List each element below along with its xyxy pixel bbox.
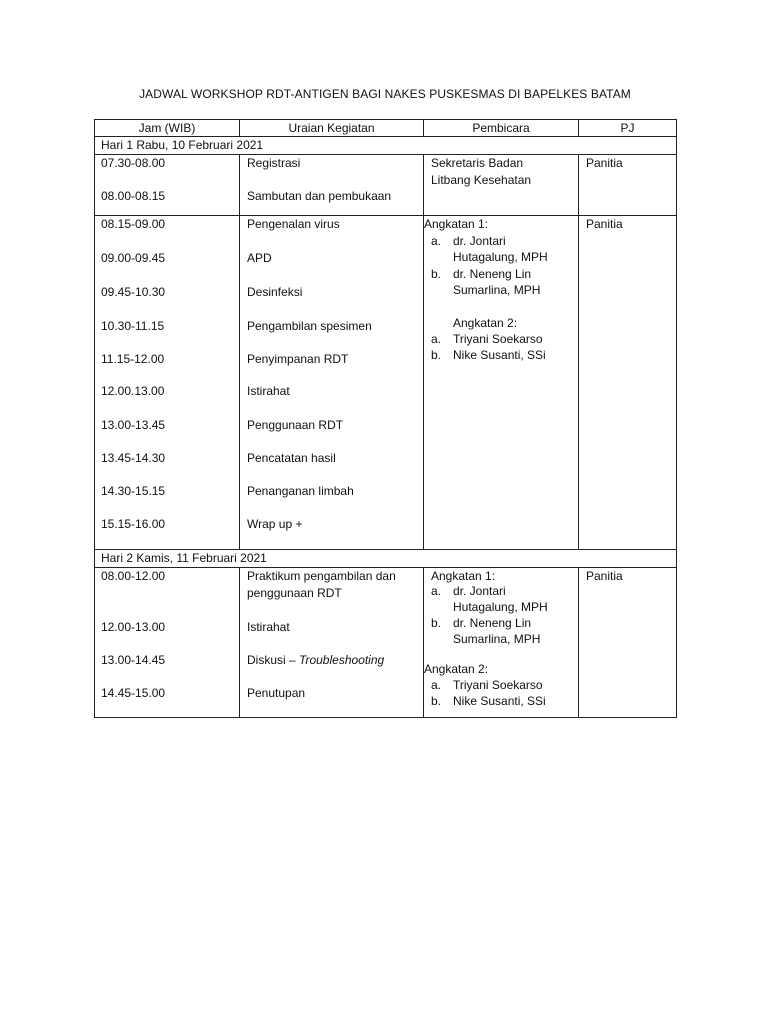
- day1-block2-pj: [579, 216, 677, 550]
- day1-block2-activities: [240, 216, 424, 550]
- list-marker: a.: [431, 678, 442, 692]
- day2-speakers: [424, 568, 579, 718]
- activity: Penggunaan RDT: [247, 418, 344, 432]
- header-row: [95, 120, 677, 137]
- list-marker: b.: [431, 694, 442, 708]
- time: 10.30-11.15: [101, 319, 165, 333]
- speaker-name: dr. Jontari: [453, 234, 506, 248]
- time: 14.45-15.00: [101, 686, 166, 700]
- pj-text: Panitia: [586, 156, 623, 170]
- time: 13.00-14.45: [101, 653, 166, 667]
- activity: Wrap up +: [247, 517, 303, 531]
- speaker-line: Litbang Kesehatan: [431, 173, 532, 187]
- activity: Istirahat: [247, 620, 290, 634]
- day2-row: [95, 550, 677, 568]
- day2-pj: [579, 568, 677, 718]
- header-pj: PJ: [579, 120, 677, 137]
- pj-text: Panitia: [586, 569, 623, 583]
- activity: Registrasi: [247, 156, 301, 170]
- speaker-name: Sumarlina, MPH: [453, 632, 541, 646]
- group-label: Angkatan 1:: [431, 569, 496, 583]
- day2-activities: [240, 568, 424, 718]
- header-uraian: Uraian Kegiatan: [240, 120, 424, 137]
- list-marker: b.: [431, 616, 442, 630]
- day1-block1-activities: [240, 155, 424, 216]
- activity: Istirahat: [247, 384, 290, 398]
- activity: Pengambilan spesimen: [247, 319, 372, 333]
- speaker-name: Nike Susanti, SSi: [453, 348, 546, 362]
- document-title: JADWAL WORKSHOP RDT-ANTIGEN BAGI NAKES PUSKESMAS DI BAPELKES BATAM: [139, 87, 631, 101]
- day2-block-row: [95, 568, 677, 718]
- day1-block1-speaker: [424, 155, 579, 216]
- day1-block2-speakers: [424, 216, 579, 550]
- list-marker: a.: [431, 332, 442, 346]
- speaker-line: Sekretaris Badan: [431, 156, 524, 170]
- time: 07.30-08.00: [101, 156, 166, 170]
- activity: APD: [247, 251, 272, 265]
- speaker-name: Sumarlina, MPH: [453, 283, 541, 297]
- activity: Praktikum pengambilan dan: [247, 569, 396, 583]
- group-label: Angkatan 2:: [424, 662, 489, 676]
- day1-block1-pj: [579, 155, 677, 216]
- schedule-table: [94, 119, 677, 718]
- day1-row: [95, 137, 677, 155]
- list-marker: a.: [431, 584, 442, 598]
- list-marker: b.: [431, 267, 442, 281]
- day1-block1-times: [95, 155, 240, 216]
- time: 15.15-16.00: [101, 517, 166, 531]
- time: 13.00-13.45: [101, 418, 166, 432]
- time: 12.00.13.00: [101, 384, 165, 398]
- day2-label: Hari 2 Kamis, 11 Februari 2021: [95, 550, 677, 568]
- activity-italic: Troubleshooting: [299, 653, 385, 667]
- speaker-name: Hutagalung, MPH: [453, 250, 548, 264]
- time: 08.00-12.00: [101, 569, 166, 583]
- speaker-name: Hutagalung, MPH: [453, 600, 548, 614]
- list-marker: a.: [431, 234, 442, 248]
- group-label: Angkatan 2:: [453, 316, 518, 330]
- activity: Penanganan limbah: [247, 484, 354, 498]
- group-label: Angkatan 1:: [424, 217, 489, 231]
- speaker-name: Triyani Soekarso: [453, 332, 543, 346]
- time: 13.45-14.30: [101, 451, 166, 465]
- day2-times: [95, 568, 240, 718]
- day1-label: Hari 1 Rabu, 10 Februari 2021: [95, 137, 677, 155]
- activity: Sambutan dan pembukaan: [247, 189, 392, 203]
- list-marker: b.: [431, 348, 442, 362]
- activity: penggunaan RDT: [247, 586, 342, 600]
- time: 09.45-10.30: [101, 285, 166, 299]
- header-pembicara: Pembicara: [424, 120, 579, 137]
- activity-prefix: Diskusi –: [247, 653, 300, 667]
- activity: Penyimpanan RDT: [247, 352, 349, 366]
- speaker-name: dr. Neneng Lin: [453, 616, 532, 630]
- activity: Desinfeksi: [247, 285, 303, 299]
- time: 08.00-08.15: [101, 189, 166, 203]
- day1-block1-row: [95, 155, 677, 216]
- activity: Pengenalan virus: [247, 217, 340, 231]
- time: 12.00-13.00: [101, 620, 166, 634]
- pj-text: Panitia: [586, 217, 623, 231]
- activity: [247, 652, 384, 668]
- speaker-name: dr. Neneng Lin: [453, 267, 532, 281]
- day1-block2-times: [95, 216, 240, 550]
- time: 14.30-15.15: [101, 484, 166, 498]
- speaker-name: Triyani Soekarso: [453, 678, 543, 692]
- activity: Pencatatan hasil: [247, 451, 336, 465]
- header-jam: Jam (WIB): [95, 120, 240, 137]
- activity: Penutupan: [247, 686, 306, 700]
- speaker-name: dr. Jontari: [453, 584, 506, 598]
- speaker-name: Nike Susanti, SSi: [453, 694, 546, 708]
- time: 08.15-09.00: [101, 217, 166, 231]
- day1-block2-row: [95, 216, 677, 550]
- time: 09.00-09.45: [101, 251, 166, 265]
- time: 11.15-12.00: [101, 352, 165, 366]
